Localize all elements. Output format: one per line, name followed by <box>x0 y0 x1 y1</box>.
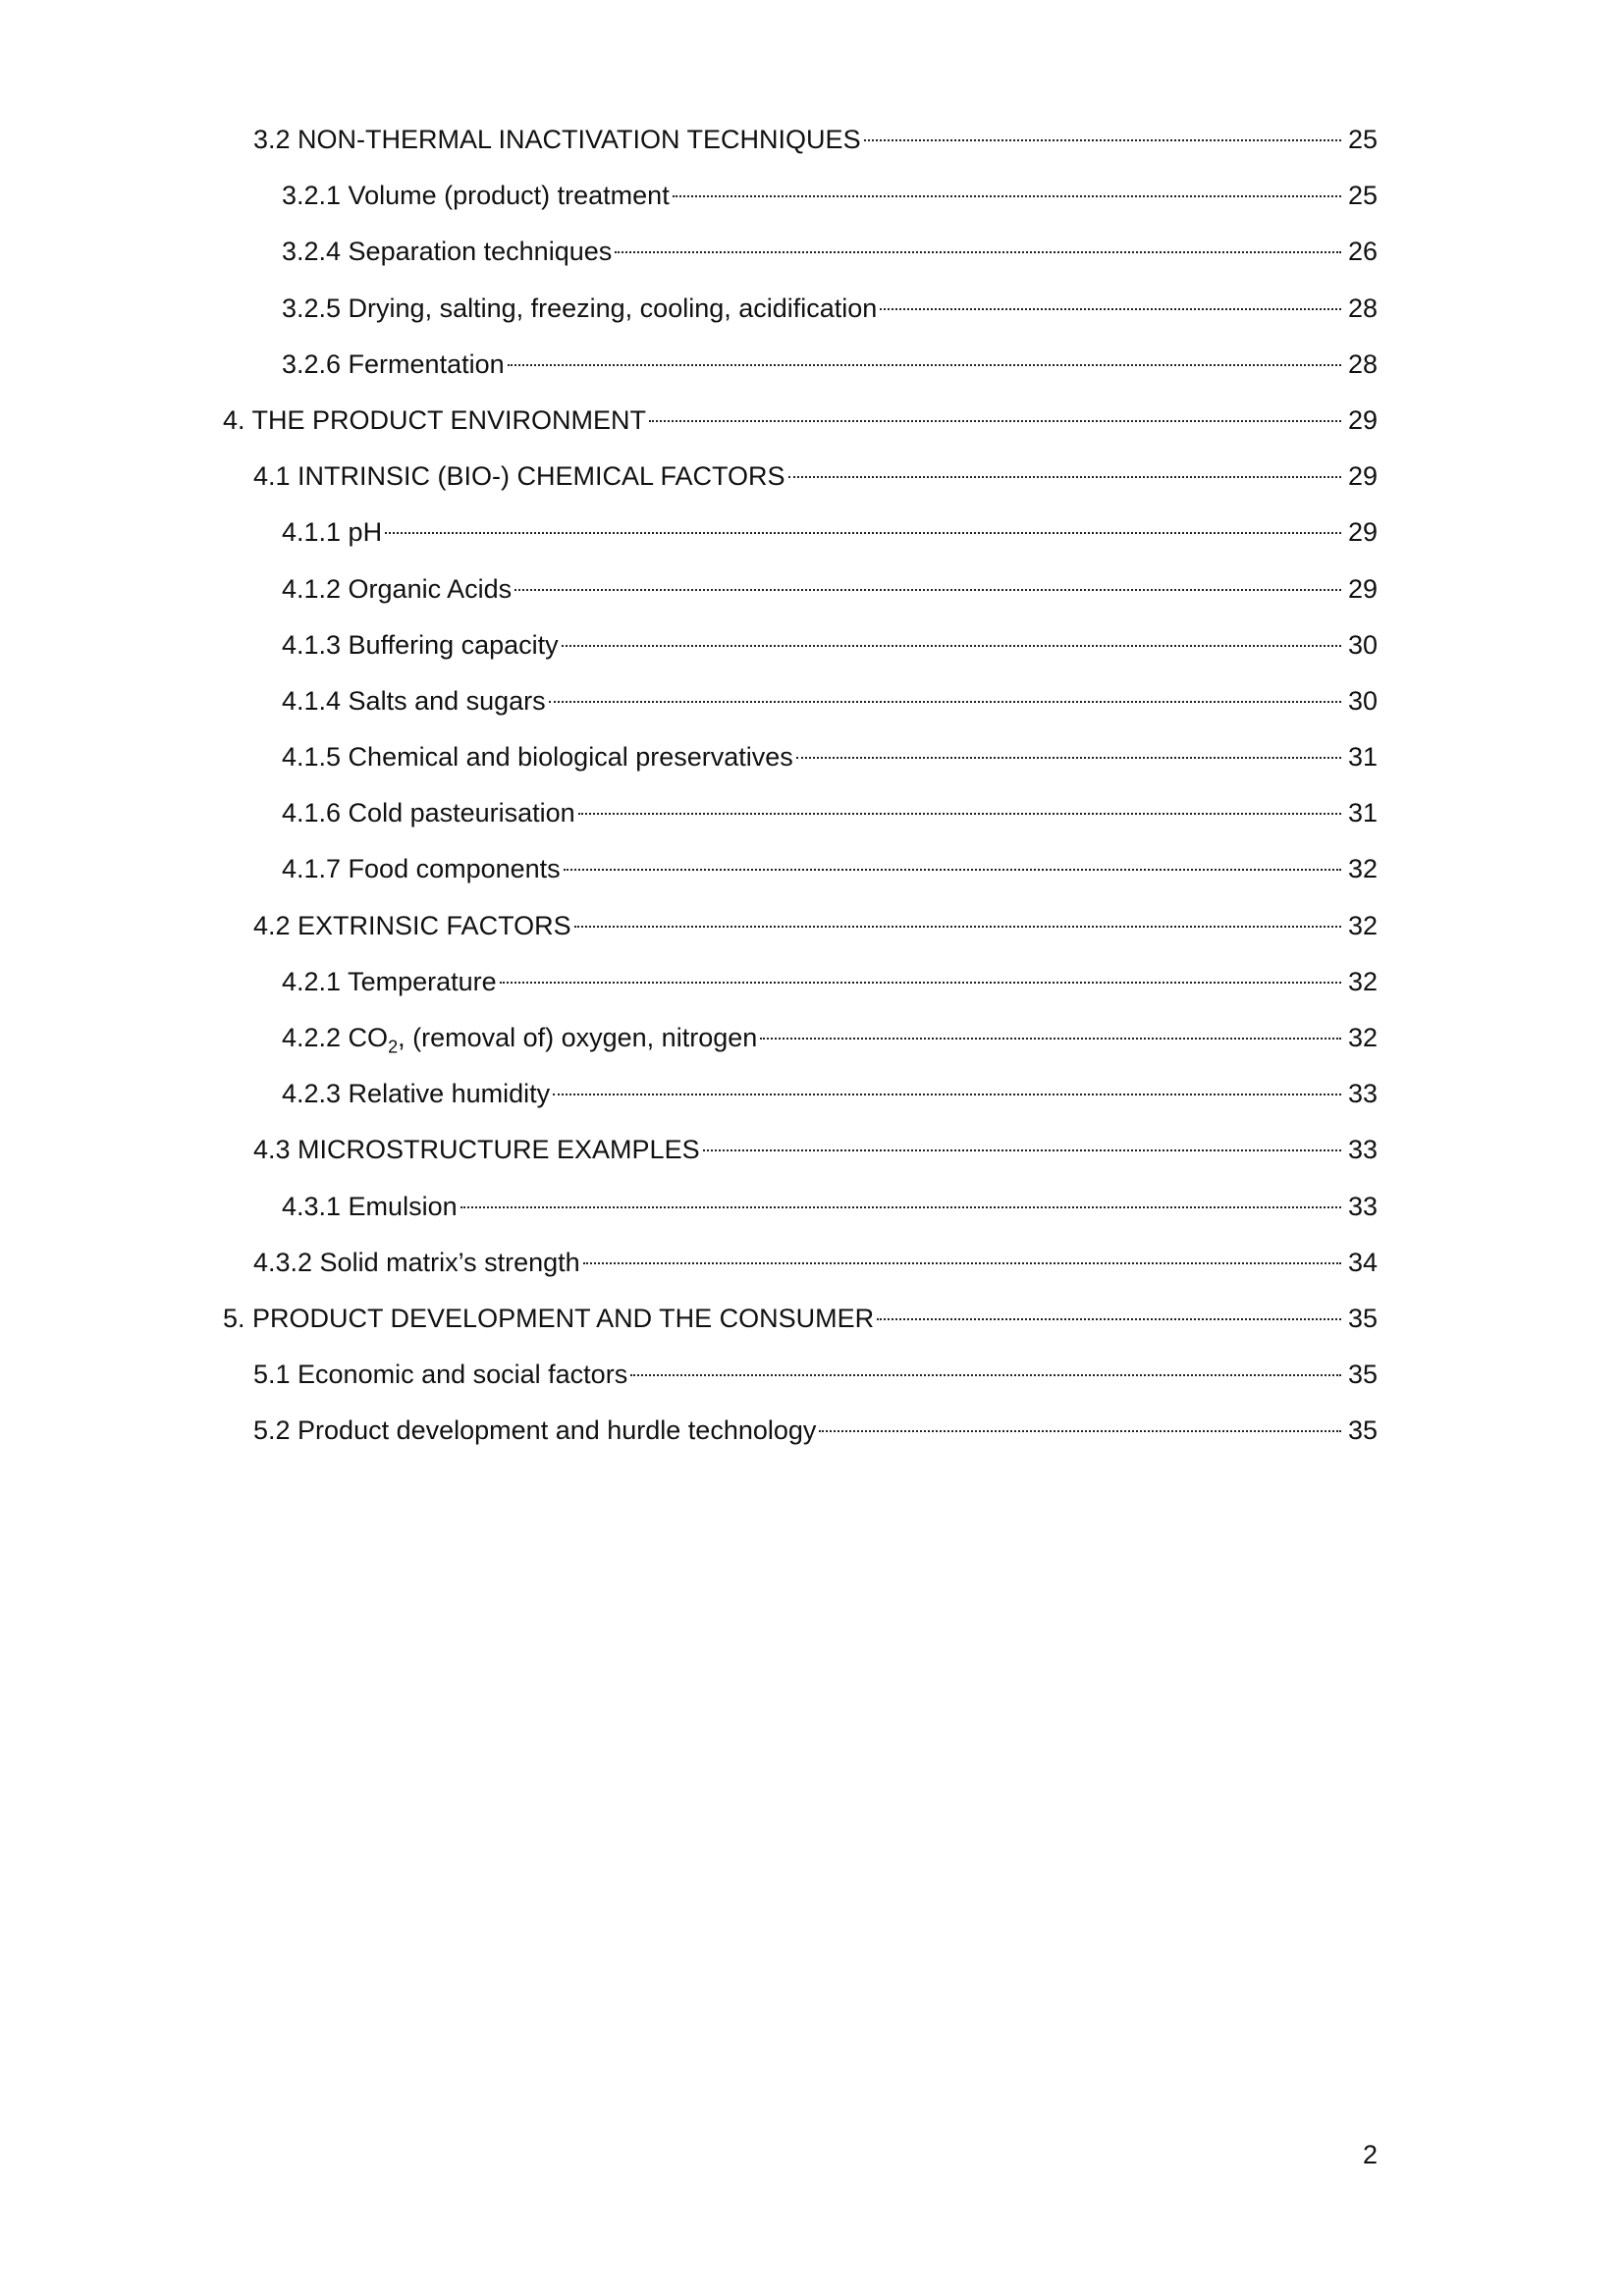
toc-entry-page: 30 <box>1347 685 1378 716</box>
toc-entry[interactable] <box>282 561 1378 617</box>
dot-leader <box>578 813 1341 815</box>
toc-entry-title: 4.1.1 pH <box>282 517 383 548</box>
toc-entry-page: 32 <box>1347 1023 1378 1052</box>
toc-entry-page: 28 <box>1347 348 1378 379</box>
dot-leader <box>630 1374 1341 1376</box>
toc-entry[interactable] <box>282 673 1378 729</box>
toc-entry-page: 35 <box>1347 1415 1378 1446</box>
toc-entry[interactable] <box>223 393 1378 449</box>
dot-leader <box>508 364 1341 366</box>
toc-entry-page: 33 <box>1347 1135 1378 1165</box>
toc-entry-title: 3.2.6 Fermentation <box>282 348 505 379</box>
dot-leader <box>549 701 1341 703</box>
toc-entry[interactable] <box>282 729 1378 785</box>
toc-entry-title: 3.2 NON-THERMAL INACTIVATION TECHNIQUES <box>253 125 861 154</box>
toc-entry[interactable] <box>282 954 1378 1010</box>
toc-entry-page: 35 <box>1347 1360 1378 1390</box>
toc-entry[interactable] <box>253 1347 1378 1403</box>
toc-entry-title: 4.1.5 Chemical and biological preservatives <box>282 742 793 773</box>
toc-entry-page: 32 <box>1347 910 1378 940</box>
toc-entry-label <box>253 1122 700 1178</box>
page-number: 2 <box>1362 2140 1378 2169</box>
toc-entry[interactable] <box>282 1179 1378 1235</box>
toc-entry[interactable] <box>282 281 1378 337</box>
dot-leader <box>788 476 1341 478</box>
toc-entry[interactable] <box>282 841 1378 897</box>
toc-entry[interactable] <box>253 1235 1378 1291</box>
toc-entry[interactable] <box>253 112 1378 168</box>
toc-entry-label <box>282 673 546 729</box>
toc-entry[interactable] <box>282 168 1378 224</box>
toc-entry-page: 29 <box>1347 517 1378 548</box>
toc-entry-title: 5.2 Product development and hurdle technology <box>253 1415 817 1446</box>
toc-entry-label <box>282 1010 757 1066</box>
dot-leader <box>460 1206 1341 1208</box>
toc-entry-label <box>253 1403 816 1459</box>
toc-entry-page: 25 <box>1347 125 1378 154</box>
toc-entry-label <box>282 954 497 1010</box>
dot-leader <box>564 869 1341 871</box>
toc-entry-title: 4.1 INTRINSIC (BIO-) CHEMICAL FACTORS <box>253 461 785 492</box>
toc-entry-label <box>282 281 877 337</box>
toc-entry-title: 4.3.1 Emulsion <box>282 1191 458 1221</box>
dot-leader <box>514 589 1341 591</box>
toc-entry-label <box>253 112 861 168</box>
toc-entry-title: 4.1.4 Salts and sugars <box>282 685 546 716</box>
toc-entry[interactable] <box>282 337 1378 393</box>
toc-entry-label <box>253 449 785 505</box>
toc-entry-page: 33 <box>1347 1191 1378 1221</box>
toc-entry[interactable] <box>253 1122 1378 1178</box>
toc-entry-page: 33 <box>1347 1079 1378 1109</box>
toc-entry-label <box>253 1235 580 1291</box>
toc-entry-label <box>282 1179 458 1235</box>
toc-entry-title: 4.2.2 CO <box>282 1023 389 1052</box>
dot-leader <box>880 308 1341 310</box>
toc-entry-label <box>282 1066 550 1122</box>
toc-entry-title: 4.3.2 Solid matrix’s strength <box>253 1247 580 1277</box>
toc-entry-label <box>282 785 575 841</box>
dot-leader <box>760 1038 1341 1040</box>
toc-entry[interactable] <box>282 1066 1378 1122</box>
dot-leader <box>649 420 1341 422</box>
toc-entry[interactable] <box>282 505 1378 561</box>
dot-leader <box>574 926 1341 928</box>
dot-leader <box>819 1430 1341 1432</box>
toc-entry-title: 5. PRODUCT DEVELOPMENT AND THE CONSUMER <box>223 1303 875 1333</box>
toc-entry-title: 4.2.3 Relative humidity <box>282 1079 551 1109</box>
toc-entry-page: 32 <box>1347 854 1378 884</box>
toc-entry-label <box>282 224 612 280</box>
toc-entry-title: 3.2.5 Drying, salting, freezing, cooling, acidification <box>282 293 878 323</box>
dot-leader <box>864 139 1341 141</box>
toc-entry-page: 29 <box>1347 573 1378 604</box>
toc-entry-page: 31 <box>1347 798 1378 828</box>
toc-entry-title: 4.2.1 Temperature <box>282 966 497 996</box>
toc-entry[interactable] <box>253 898 1378 954</box>
toc-entry-title: 3.2.4 Separation techniques <box>282 237 613 267</box>
toc-entry-label <box>282 505 382 561</box>
toc-entry-page: 29 <box>1347 461 1378 492</box>
toc-entry-page: 31 <box>1347 742 1378 773</box>
toc-entry-label <box>253 1347 627 1403</box>
toc-entry-label <box>282 337 505 393</box>
toc-entry-title: 4.1.3 Buffering capacity <box>282 629 559 660</box>
dot-leader <box>673 195 1341 197</box>
toc-entry[interactable] <box>282 224 1378 280</box>
toc-entry-page: 30 <box>1347 629 1378 660</box>
toc-entry-title: 3.2.1 Volume (product) treatment <box>282 181 670 211</box>
dot-leader <box>615 251 1341 253</box>
toc-entry-subscript: 2 <box>388 1037 399 1057</box>
toc-entry[interactable] <box>223 1291 1378 1347</box>
toc-entry-title: 4.1.6 Cold pasteurisation <box>282 798 575 828</box>
toc-entry-title: 4.1.7 Food components <box>282 854 561 884</box>
toc-entry-page: 35 <box>1347 1303 1378 1333</box>
dot-leader <box>583 1262 1341 1264</box>
toc-entry-label <box>282 841 561 897</box>
toc-entry-page: 26 <box>1347 237 1378 267</box>
dot-leader <box>500 982 1341 984</box>
toc-entry-page: 28 <box>1347 293 1378 323</box>
toc-entry-label <box>282 617 559 673</box>
toc-entry-label <box>253 898 571 954</box>
toc-entry[interactable] <box>282 1010 1378 1066</box>
toc-entry-label <box>223 1291 874 1347</box>
toc-entry-label <box>282 729 793 785</box>
dot-leader <box>553 1094 1341 1095</box>
toc-entry-label <box>223 393 646 449</box>
toc-entry-title: 4.3 MICROSTRUCTURE EXAMPLES <box>253 1135 700 1165</box>
dot-leader <box>796 757 1341 759</box>
toc-entry-title: 4.1.2 Organic Acids <box>282 573 513 604</box>
dot-leader <box>703 1149 1341 1151</box>
toc-entry-page: 29 <box>1347 404 1378 435</box>
toc-entry-title: 4.2 EXTRINSIC FACTORS <box>253 910 571 940</box>
toc-entry-label <box>282 168 670 224</box>
toc-entry-title-continued: , (removal of) oxygen, nitrogen <box>398 1023 758 1052</box>
toc-entry[interactable] <box>282 617 1378 673</box>
toc-entry[interactable] <box>253 1403 1378 1459</box>
dot-leader <box>385 532 1341 534</box>
toc-entry-title: 5.1 Economic and social factors <box>253 1360 628 1390</box>
toc-entry-page: 32 <box>1347 966 1378 996</box>
toc-entry-label <box>282 561 512 617</box>
dot-leader <box>562 645 1341 647</box>
toc-entry[interactable] <box>253 449 1378 505</box>
table-of-contents <box>0 112 1623 1460</box>
toc-entry-title: 4. THE PRODUCT ENVIRONMENT <box>223 404 647 435</box>
toc-entry[interactable] <box>282 785 1378 841</box>
toc-entry-page: 34 <box>1347 1247 1378 1277</box>
dot-leader <box>877 1318 1341 1320</box>
toc-entry-page: 25 <box>1347 181 1378 211</box>
